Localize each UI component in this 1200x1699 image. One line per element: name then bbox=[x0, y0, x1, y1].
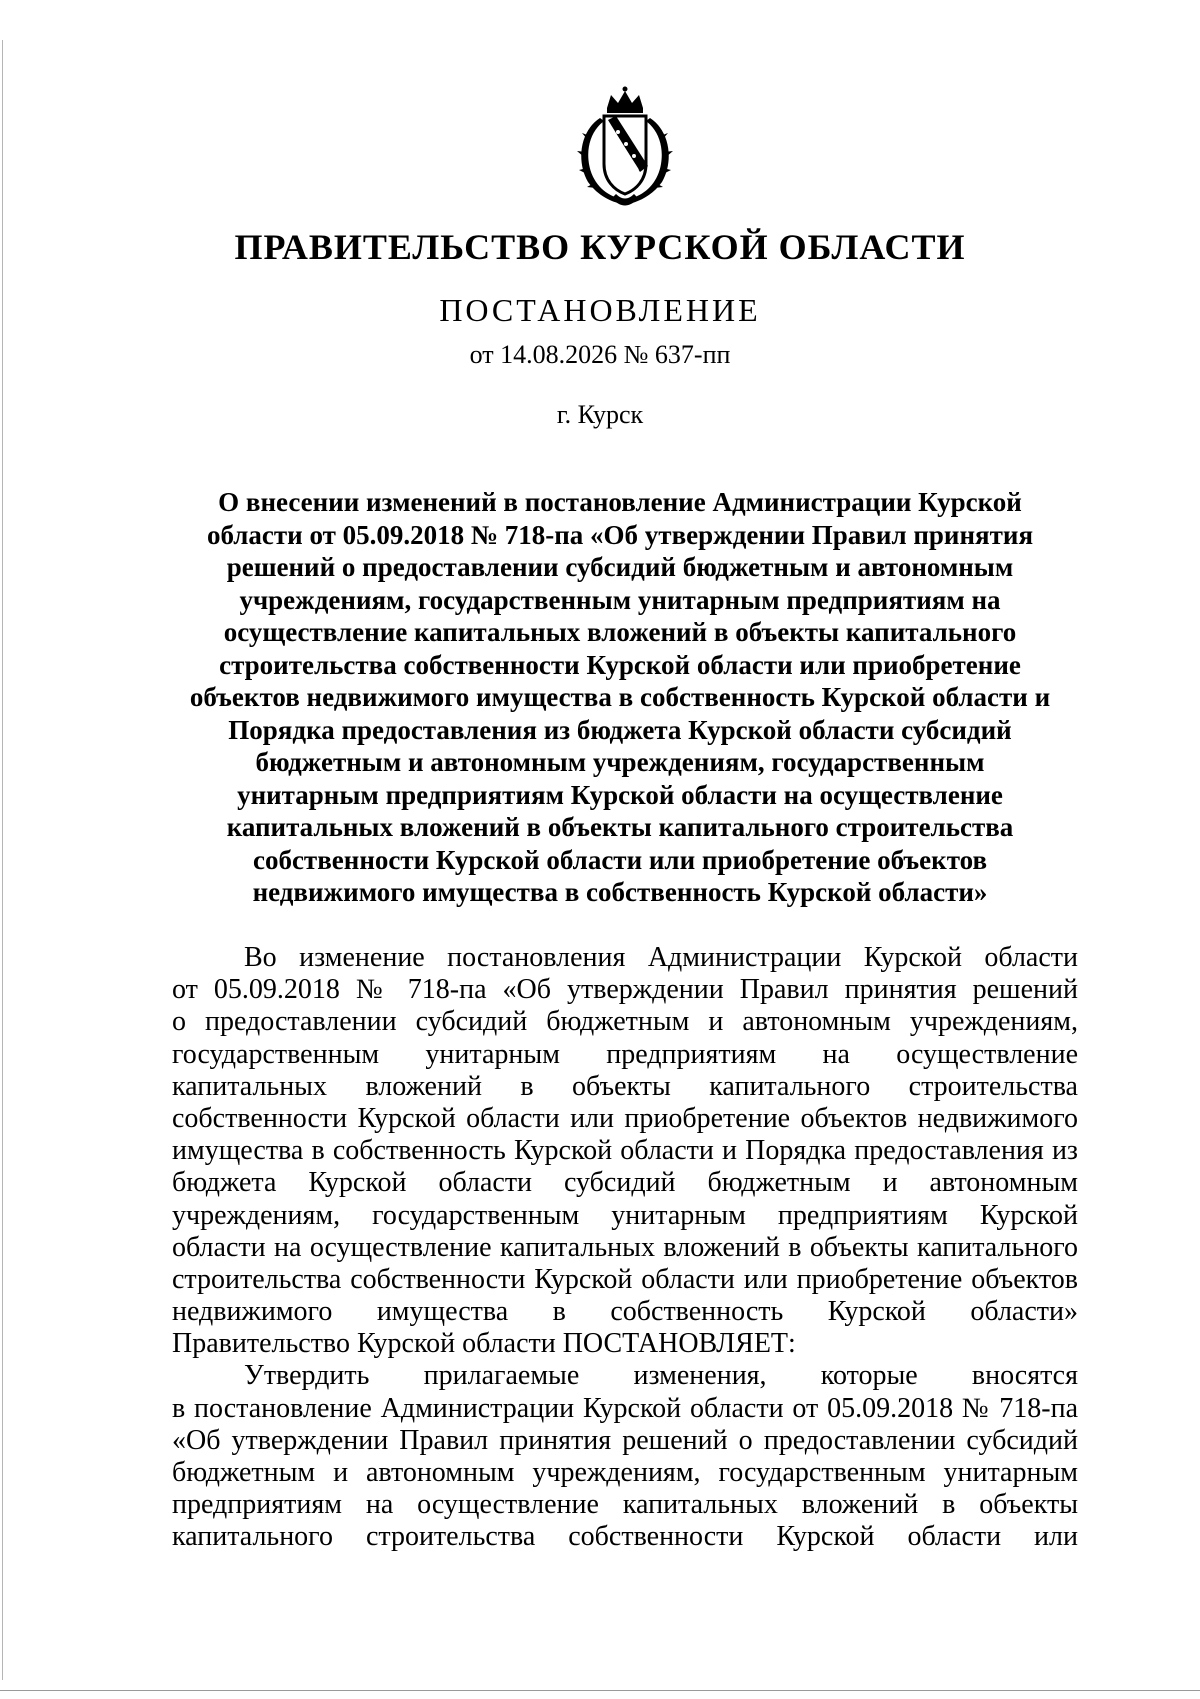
body-line: предприятиям на осуществление капитальных вложений в объекты bbox=[172, 1489, 1078, 1521]
heading-line: О внесении изменений в постановление Администрации Курской bbox=[218, 487, 1022, 517]
document-type: ПОСТАНОВЛЕНИЕ bbox=[439, 292, 761, 328]
body-line: Утвердить прилагаемые изменения, которые вносятся bbox=[244, 1360, 1078, 1392]
heading-line: решений о предоставлении субсидий бюджетным и автономным bbox=[226, 552, 1014, 582]
body-line: Правительство Курской области ПОСТАНОВЛЯЕТ: bbox=[172, 1328, 796, 1360]
body-line: области на осуществление капитальных вложений в объекты капитального bbox=[172, 1231, 1078, 1263]
body-line: собственности Курской области или приобретение объектов недвижимого bbox=[172, 1102, 1078, 1134]
body-line: «Об утверждении Правил принятия решений о предоставлении субсидий bbox=[172, 1424, 1078, 1456]
scan-edge-left bbox=[2, 40, 3, 1680]
body-line: государственным унитарным предприятиям на осуществление bbox=[172, 1038, 1078, 1070]
scan-edge-bottom bbox=[0, 1690, 1200, 1691]
body-line: бюджетным и автономным учреждениям, государственным унитарным bbox=[172, 1457, 1078, 1488]
body-line: строительства собственности Курской области или приобретение объектов bbox=[172, 1263, 1078, 1295]
heading-line: осуществление капитальных вложений в объекты капитального bbox=[223, 617, 1017, 647]
body-line: в постановление Администрации Курской области от 05.09.2018 № 718-па bbox=[172, 1392, 1078, 1424]
heading-line: строительства собственности Курской области или приобретение bbox=[219, 649, 1021, 680]
heading-line: объектов недвижимого имущества в собственность Курской области и bbox=[189, 682, 1051, 712]
document-date-number: от 14.08.2026 № 637-пп bbox=[469, 340, 731, 369]
heading-line: бюджетным и автономным учреждениям, государственным bbox=[255, 747, 985, 777]
document-city: г. Курск bbox=[556, 400, 644, 429]
body-line: Во изменение постановления Администрации Курской области bbox=[244, 942, 1078, 973]
body-line: от 05.09.2018 № 718-па «Об утверждении Правил принятия решений bbox=[172, 974, 1078, 1006]
heading-line: учреждениям, государственным унитарным предприятиям на bbox=[239, 584, 1001, 615]
heading-line: недвижимого имущества в собственность Курской области» bbox=[252, 877, 988, 907]
document-heading bbox=[160, 486, 1080, 909]
government-title: ПРАВИТЕЛЬСТВО КУРСКОЙ ОБЛАСТИ bbox=[234, 227, 966, 267]
body-line: имущества в собственность Курской области и Порядка предоставления из bbox=[172, 1135, 1078, 1167]
body-line: капитального строительства собственности Курской области или bbox=[172, 1521, 1078, 1553]
body-line: о предоставлении субсидий бюджетным и автономным учреждениям, bbox=[172, 1006, 1078, 1038]
heading-line: области от 05.09.2018 № 718-па «Об утверждении Правил принятия bbox=[206, 519, 1034, 550]
document-body bbox=[172, 942, 1078, 1554]
heading-line: унитарным предприятиям Курской области на осуществление bbox=[237, 779, 1003, 810]
body-line: бюджета Курской области субсидий бюджетным и автономным bbox=[172, 1167, 1078, 1199]
body-line: учреждениям, государственным унитарным предприятиям Курской bbox=[172, 1199, 1078, 1231]
kursk-coat-of-arms-icon bbox=[560, 86, 690, 210]
heading-line: Порядка предоставления из бюджета Курской области субсидий bbox=[228, 714, 1012, 745]
body-line: капитальных вложений в объекты капитального строительства bbox=[172, 1070, 1078, 1102]
heading-line: капитальных вложений в объекты капитального строительства bbox=[226, 812, 1014, 842]
body-line: недвижимого имущества в собственность Курской области» bbox=[172, 1296, 1078, 1328]
heading-line: собственности Курской области или приобретение объектов bbox=[252, 844, 988, 875]
